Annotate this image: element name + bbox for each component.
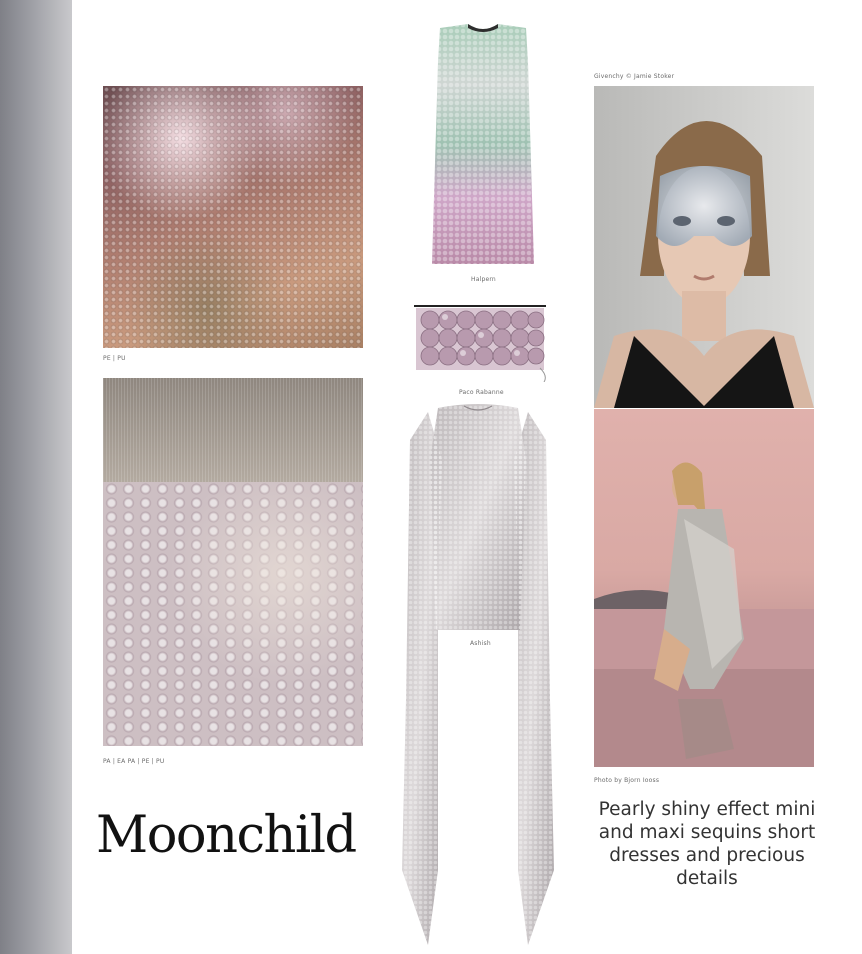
knit-band <box>103 378 363 482</box>
product-caption-ashish: Ashish <box>470 640 491 647</box>
model-beach-sunset-photo <box>594 409 814 767</box>
page-title: Moonchild <box>96 806 356 865</box>
halpern-mini-dress-image <box>418 22 548 272</box>
swatch-caption-1: PE | PU <box>103 355 126 362</box>
product-caption-halpern: Halpern <box>471 276 496 283</box>
sequin-swatch-pearl <box>103 378 363 746</box>
ashish-maxi-sleeve-dress-image <box>398 400 558 948</box>
left-page-shadow <box>0 0 72 954</box>
swatch-caption-2: PA | EA PA | PE | PU <box>103 758 165 765</box>
sequin-swatch-rose <box>103 86 363 348</box>
photo-credit-bjorn-iooss: Photo by Bjorn Iooss <box>594 777 660 784</box>
paco-rabanne-bag-image <box>410 298 550 382</box>
sequin-drops <box>103 482 363 746</box>
model-glitter-makeup-photo <box>594 86 814 408</box>
product-caption-paco-rabanne: Paco Rabanne <box>459 389 504 396</box>
photo-credit-givenchy: Givenchy © Jamie Stoker <box>594 73 675 80</box>
page-description: Pearly shiny effect mini and maxi sequins short dresses and precious details <box>598 799 816 889</box>
